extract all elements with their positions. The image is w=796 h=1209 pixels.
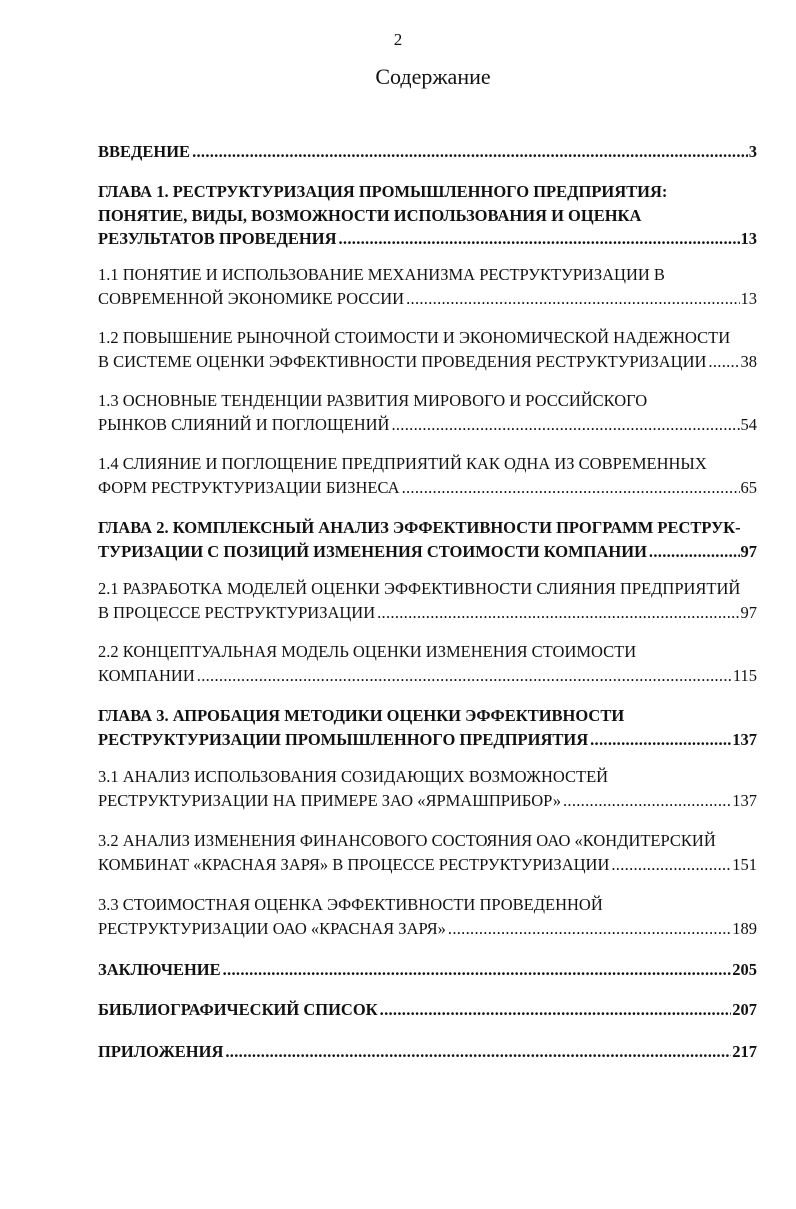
toc-entry-title-line: ГЛАВА 1. РЕСТРУКТУРИЗАЦИЯ ПРОМЫШЛЕННОГО ПРЕДПРИЯТИЯ:	[98, 182, 668, 201]
toc-entry-line	[98, 413, 757, 437]
toc-entry-line	[98, 140, 757, 164]
toc-entry-line	[98, 958, 757, 982]
toc-entry-title: СОВРЕМЕННОЙ ЭКОНОМИКЕ РОССИИ	[98, 288, 405, 308]
toc-page-number: 97	[740, 541, 757, 561]
dot-leader	[197, 664, 732, 688]
toc-entry-title-line: ПОНЯТИЕ, ВИДЫ, ВОЗМОЖНОСТИ ИСПОЛЬЗОВАНИЯ И ОЦЕНКА	[98, 205, 642, 225]
toc-entry-title-line: 3.2 АНАЛИЗ ИЗМЕНЕНИЯ ФИНАНСОВОГО СОСТОЯНИЯ ОАО «КОНДИТЕРСКИЙ	[98, 831, 716, 850]
toc-entry-line	[98, 540, 757, 564]
dot-leader	[192, 140, 748, 164]
toc-entry-title: РЕСТРУКТУРИЗАЦИИ НА ПРИМЕРЕ ЗАО «ЯРМАШПРИБОР»	[98, 790, 561, 810]
dot-leader	[223, 958, 732, 982]
toc-entry-title-line: 3.1 АНАЛИЗ ИСПОЛЬЗОВАНИЯ СОЗИДАЮЩИХ ВОЗМОЖНОСТЕЙ	[98, 767, 609, 786]
toc-entry-line	[98, 601, 757, 625]
toc-entry-chapter-2[interactable]	[98, 516, 757, 563]
dot-leader	[402, 476, 740, 500]
toc-page-number: 137	[732, 790, 757, 810]
toc-entry-section-3-2[interactable]	[98, 829, 757, 876]
dot-leader	[339, 227, 740, 251]
toc-entry-introduction[interactable]	[98, 140, 757, 164]
toc-entry-title: ЗАКЛЮЧЕНИЕ	[98, 960, 221, 979]
toc-page-number: 3	[748, 142, 757, 161]
dot-leader	[391, 413, 739, 437]
toc-entry-section-2-1[interactable]	[98, 577, 757, 624]
toc-entry-conclusion[interactable]	[98, 958, 757, 982]
toc-entry-title-line: ГЛАВА 2. КОМПЛЕКСНЫЙ АНАЛИЗ ЭФФЕКТИВНОСТИ ПРОГРАММ РЕСТРУК-	[98, 518, 741, 537]
toc-page-number: 97	[740, 602, 757, 622]
toc-title: Содержание	[375, 64, 491, 89]
toc-entry-section-1-4[interactable]	[98, 452, 757, 499]
toc-entry-title-line: ГЛАВА 3. АПРОБАЦИЯ МЕТОДИКИ ОЦЕНКИ ЭФФЕКТИВНОСТИ	[98, 706, 625, 725]
toc-entry-title-line: 1.4 СЛИЯНИЕ И ПОГЛОЩЕНИЕ ПРЕДПРИЯТИЙ КАК ОДНА ИЗ СОВРЕМЕННЫХ	[98, 454, 707, 473]
toc-entry-title-line: 1.2 ПОВЫШЕНИЕ РЫНОЧНОЙ СТОИМОСТИ И ЭКОНОМИЧЕСКОЙ НАДЕЖНОСТИ	[98, 328, 731, 347]
toc-entry-chapter-1[interactable]	[98, 180, 757, 251]
toc-page-number: 189	[732, 918, 757, 938]
toc-entry-chapter-3[interactable]	[98, 704, 757, 751]
toc-entry-title: РЫНКОВ СЛИЯНИЙ И ПОГЛОЩЕНИЙ	[98, 414, 390, 434]
toc-entry-line	[98, 227, 757, 251]
toc-entry-title: РЕЗУЛЬТАТОВ ПРОВЕДЕНИЯ	[98, 229, 337, 248]
dot-leader	[611, 853, 731, 877]
toc-entry-title: РЕСТРУКТУРИЗАЦИИ ПРОМЫШЛЕННОГО ПРЕДПРИЯТИЯ	[98, 729, 589, 749]
toc-entry-line	[98, 476, 757, 500]
toc-entry-section-3-3[interactable]	[98, 893, 757, 940]
toc-page-number: 38	[740, 351, 757, 371]
toc-entry-section-1-3[interactable]	[98, 389, 757, 436]
toc-page-number: 207	[732, 1000, 757, 1019]
dot-leader	[406, 287, 739, 311]
toc-entry-title-line: 2.1 РАЗРАБОТКА МОДЕЛЕЙ ОЦЕНКИ ЭФФЕКТИВНОСТИ СЛИЯНИЯ ПРЕДПРИЯТИЙ	[98, 579, 741, 598]
dot-leader	[448, 917, 731, 941]
toc-entry-bibliography[interactable]	[98, 998, 757, 1022]
toc-entry-section-3-1[interactable]	[98, 765, 757, 812]
toc-entry-line	[98, 1040, 757, 1064]
toc-page-number: 65	[740, 477, 757, 497]
toc-entry-title: КОМБИНАТ «КРАСНАЯ ЗАРЯ» В ПРОЦЕССЕ РЕСТРУКТУРИЗАЦИИ	[98, 854, 610, 874]
toc-entry-line	[98, 917, 757, 941]
toc-entry-title: ВВЕДЕНИЕ	[98, 142, 191, 161]
toc-entry-title-line: 1.1 ПОНЯТИЕ И ИСПОЛЬЗОВАНИЕ МЕХАНИЗМА РЕСТРУКТУРИЗАЦИИ В	[98, 265, 665, 284]
toc-page-number: 217	[732, 1042, 757, 1061]
toc-entry-title: ТУРИЗАЦИИ С ПОЗИЦИЙ ИЗМЕНЕНИЯ СТОИМОСТИ КОМПАНИИ	[98, 541, 647, 561]
toc-entry-title: КОМПАНИИ	[98, 665, 195, 685]
toc-entry-title: В ПРОЦЕССЕ РЕСТРУКТУРИЗАЦИИ	[98, 602, 376, 622]
toc-entry-title: ПРИЛОЖЕНИЯ	[98, 1042, 224, 1061]
toc-entry-title-line: 2.2 КОНЦЕПТУАЛЬНАЯ МОДЕЛЬ ОЦЕНКИ ИЗМЕНЕНИЯ СТОИМОСТИ	[98, 642, 637, 661]
dot-leader	[590, 728, 731, 752]
toc-entry-section-2-2[interactable]	[98, 640, 757, 687]
toc-entry-title-line: 1.3 ОСНОВНЫЕ ТЕНДЕНЦИИ РАЗВИТИЯ МИРОВОГО И РОССИЙСКОГО	[98, 391, 648, 410]
toc-entry-title: ФОРМ РЕСТРУКТУРИЗАЦИИ БИЗНЕСА	[98, 477, 400, 497]
toc-entry-section-1-1[interactable]	[98, 263, 757, 310]
dot-leader	[380, 998, 732, 1022]
toc-page-number: 205	[732, 960, 757, 979]
toc-entry-section-1-2[interactable]	[98, 326, 757, 373]
toc-entry-line	[98, 853, 757, 877]
toc-entry-line	[98, 664, 757, 688]
toc-page-number: 13	[740, 229, 757, 248]
toc-entry-title: РЕСТРУКТУРИЗАЦИИ ОАО «КРАСНАЯ ЗАРЯ»	[98, 918, 446, 938]
toc-entry-line	[98, 789, 757, 813]
dot-leader	[563, 789, 731, 813]
dot-leader	[225, 1040, 731, 1064]
toc-entry-line	[98, 287, 757, 311]
dot-leader	[649, 540, 740, 564]
dot-leader	[377, 601, 739, 625]
toc-page-number: 115	[732, 665, 757, 685]
toc-page-number: 13	[740, 288, 757, 308]
toc-page-number: 137	[732, 729, 757, 749]
toc-entry-line	[98, 350, 757, 374]
toc-entry-title-line: 3.3 СТОИМОСТНАЯ ОЦЕНКА ЭФФЕКТИВНОСТИ ПРОВЕДЕННОЙ	[98, 895, 603, 914]
toc-page-number: 54	[740, 414, 757, 434]
toc-entry-line	[98, 728, 757, 752]
toc-page-number: 151	[732, 854, 757, 874]
toc-entry-title: БИБЛИОГРАФИЧЕСКИЙ СПИСОК	[98, 1000, 378, 1019]
page-number: 2	[393, 30, 403, 49]
toc-entry-title: В СИСТЕМЕ ОЦЕНКИ ЭФФЕКТИВНОСТИ ПРОВЕДЕНИЯ РЕСТРУКТУРИЗАЦИИ	[98, 351, 707, 371]
toc-entry-appendices[interactable]	[98, 1040, 757, 1064]
dot-leader	[708, 350, 739, 374]
toc-entry-line	[98, 998, 757, 1022]
